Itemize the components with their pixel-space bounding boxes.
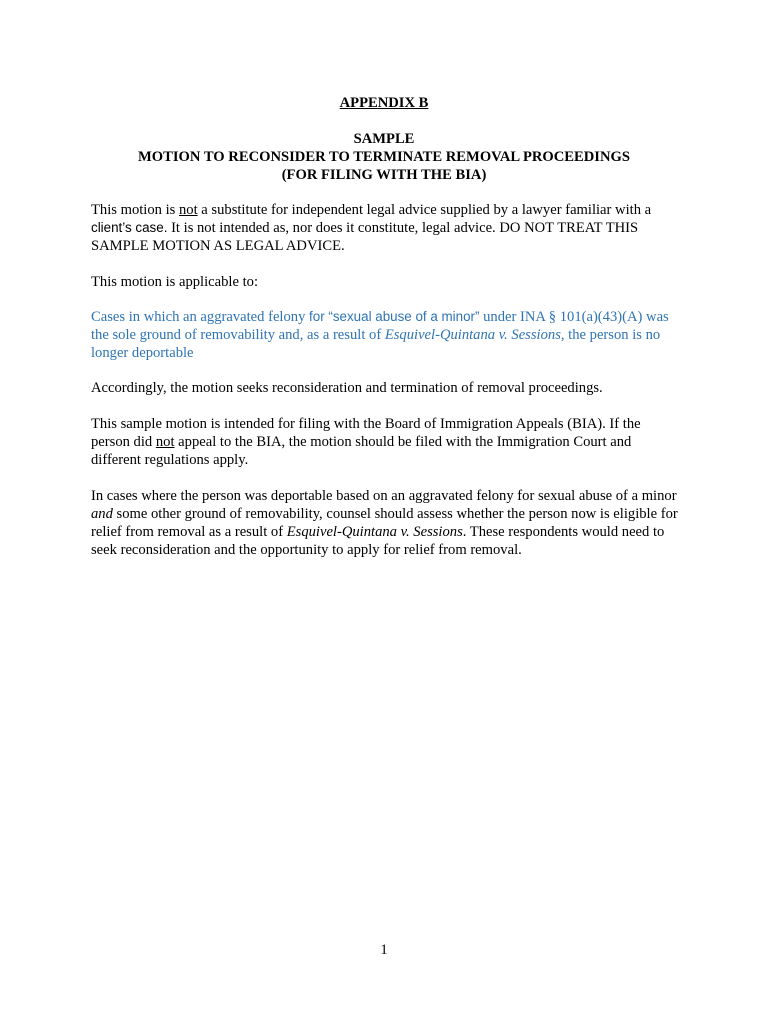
other-grounds-text-a: In cases where the person was deportable based on an aggravated felony for sexual abuse of a minor [91,488,677,504]
disclaimer-not-underlined: not [178,202,198,218]
filing-text-b: appeal to the BIA, the motion should be filed with the Immigration Court and different regulations apply. [91,434,632,468]
applicable-quote: for “sexual abuse of a minor” [309,309,480,324]
page-number: 1 [380,942,388,958]
disclaimer-text-c: It is not intended as, nor does it constitute, legal advice. DO NOT TREAT THIS SAMPLE MOTION AS LEGAL ADVICE. [91,220,639,254]
applicable-text-b: under INA § 101(a)(43)(A) was the sole ground of removability and, as a result of [91,309,669,343]
sample-heading: SAMPLE [353,131,415,147]
filing-not-underlined: not [155,434,175,450]
filing-paragraph [91,415,681,469]
filing-subtitle: (FOR FILING WITH THE BIA) [281,167,487,183]
other-grounds-paragraph [91,487,681,559]
disclaimer-paragraph [91,201,681,255]
applicable-cases-paragraph [91,308,681,362]
other-grounds-case-name: Esquivel-Quintana v. Sessions [286,524,463,540]
other-grounds-and: and [91,506,113,522]
disclaimer-text-a: This motion is [91,202,179,218]
disclaimer-clients-case: client’s case. [91,220,168,235]
appendix-heading: APPENDIX B [339,95,429,111]
other-grounds-text-c: . These respondents would need to seek reconsideration and the opportunity to apply for relief from removal. [91,524,665,558]
applicability-intro: This motion is applicable to: [91,274,258,290]
filing-text-a: This sample motion is intended for filing with the Board of Immigration Appeals (BIA). If the person did [91,416,641,450]
disclaimer-text-b: a substitute for independent legal advice supplied by a lawyer familiar with a [197,202,652,218]
applicable-case-name: Esquivel-Quintana v. Sessions [384,327,561,343]
accordingly-paragraph: Accordingly, the motion seeks reconsideration and termination of removal proceedings. [91,380,603,396]
motion-title: MOTION TO RECONSIDER TO TERMINATE REMOVAL PROCEEDINGS [138,149,630,165]
applicable-text-c: , the person is no longer deportable [91,327,661,361]
applicable-text-a: Cases in which an aggravated felony [91,309,310,325]
other-grounds-text-b: some other ground of removability, counsel should assess whether the person now is eligible for relief from removal as a result of [91,506,678,540]
